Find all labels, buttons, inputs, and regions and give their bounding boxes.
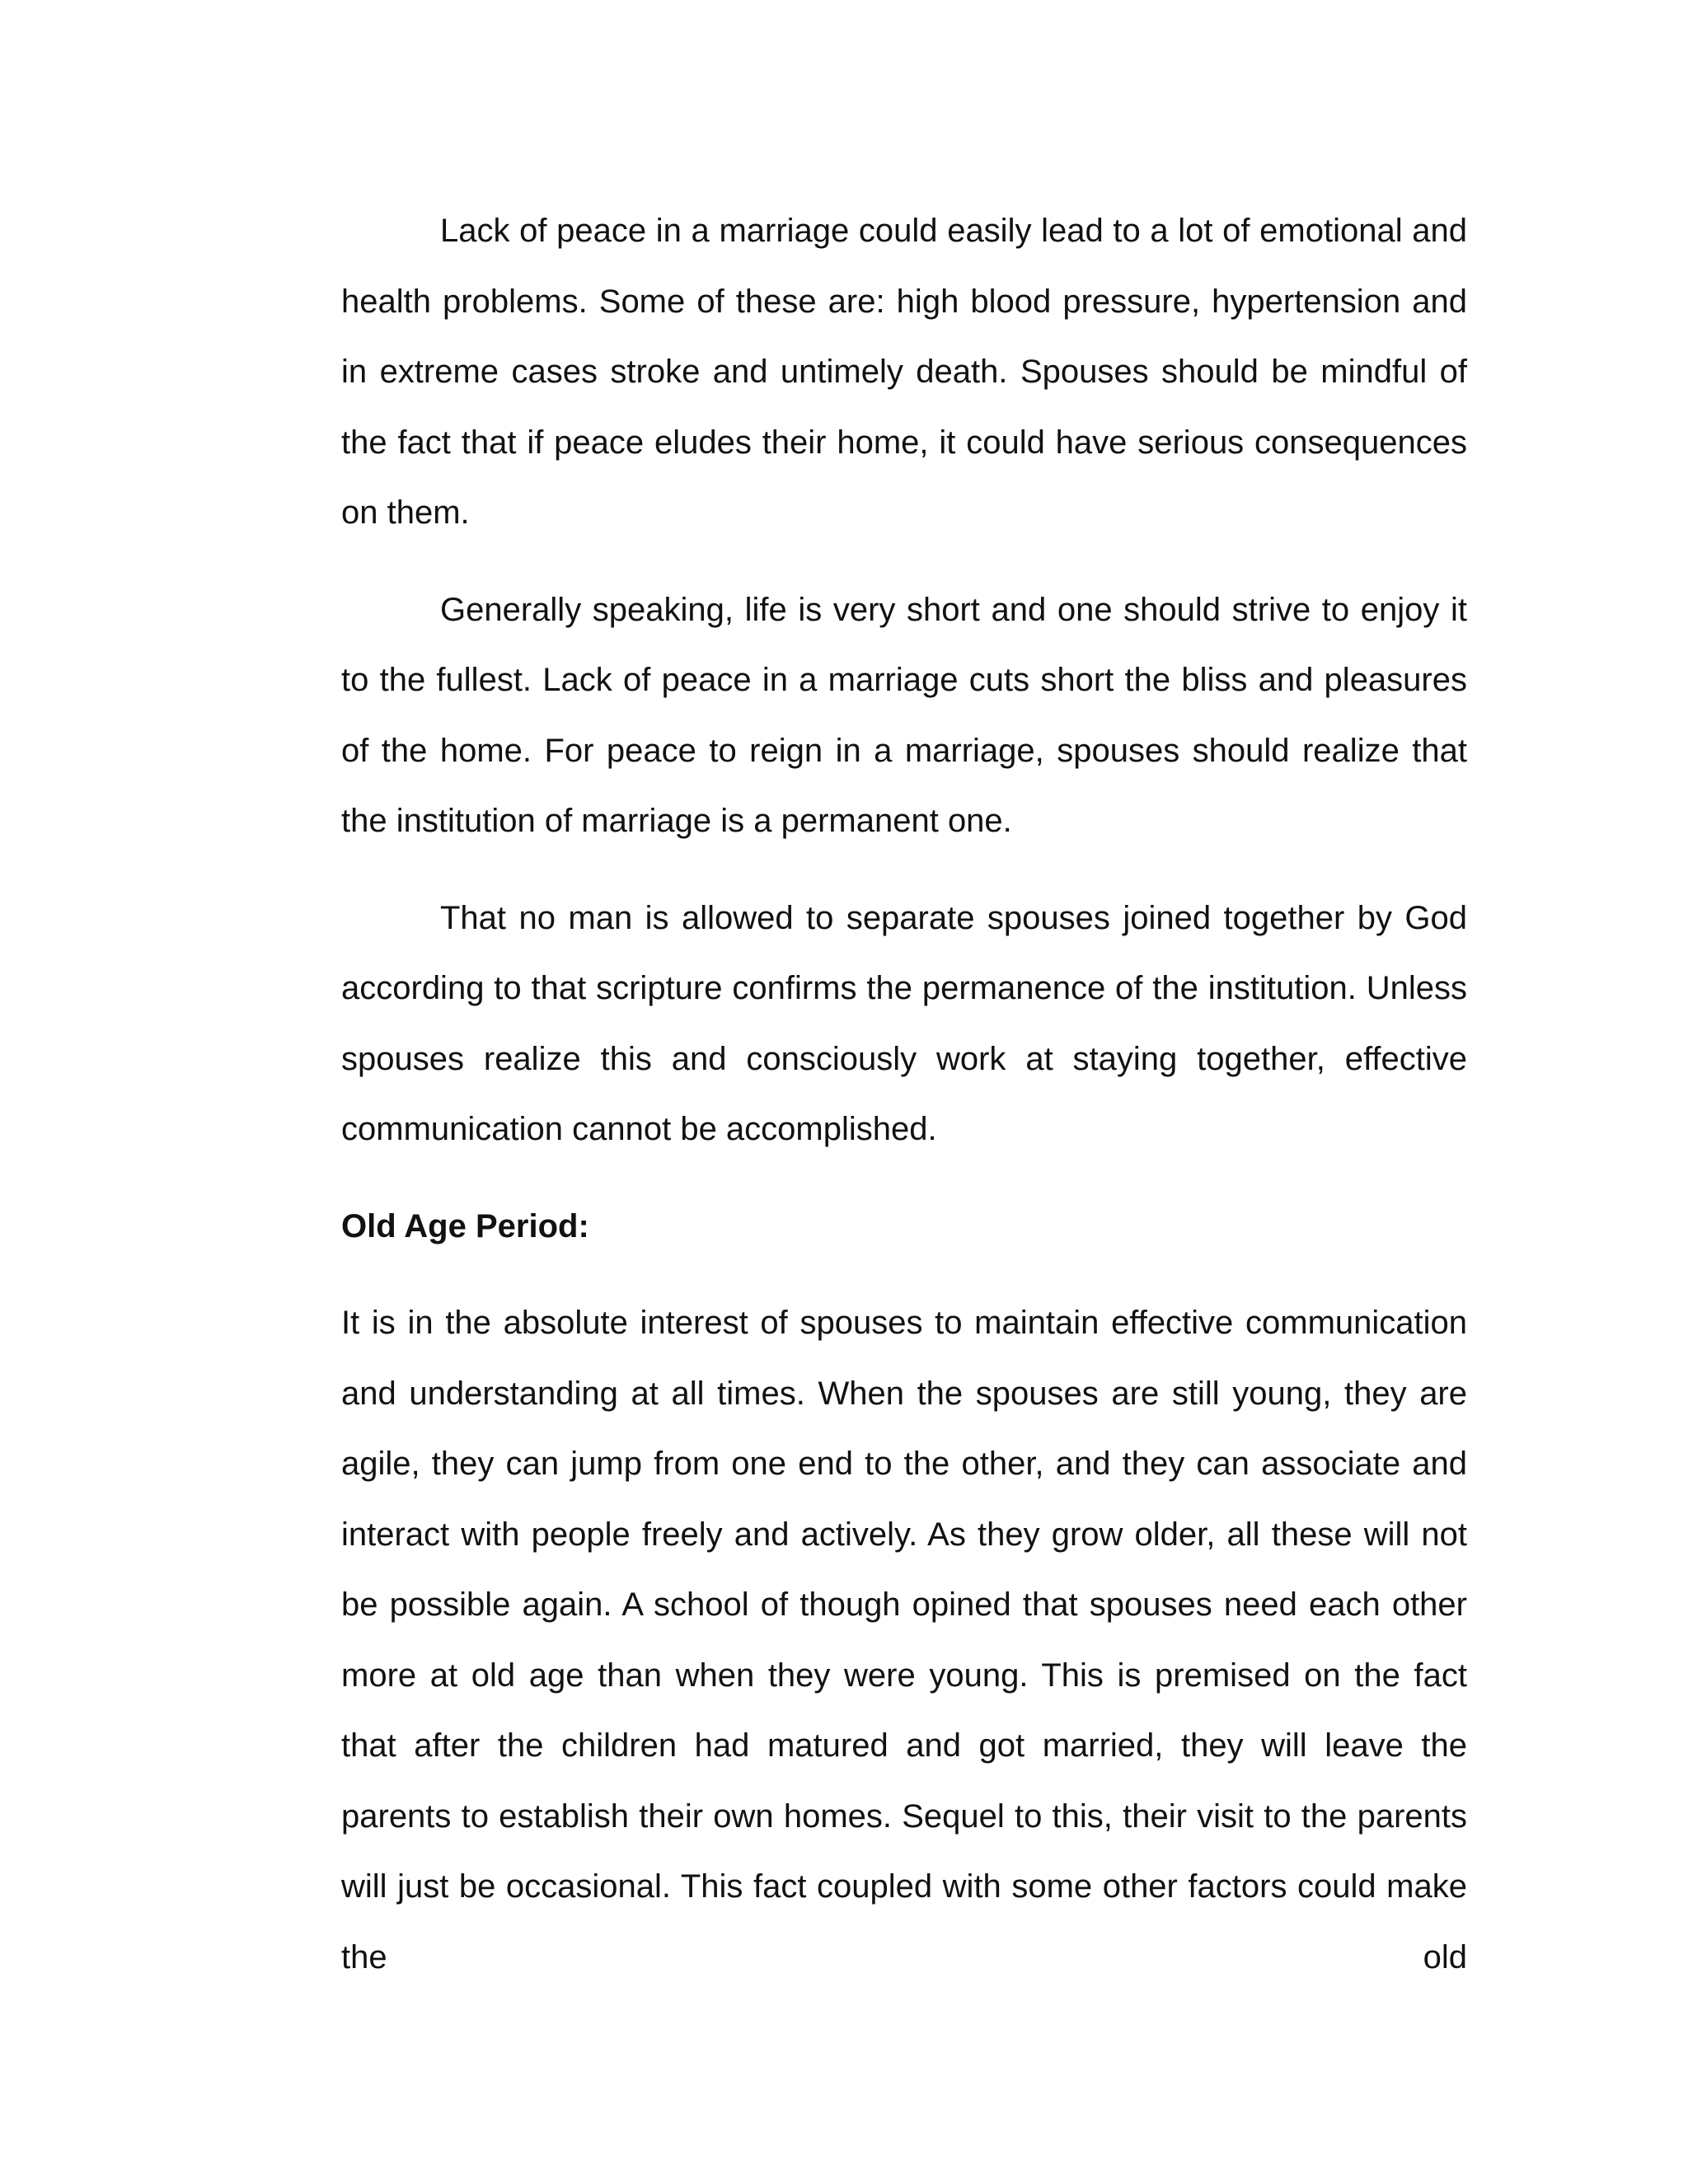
paragraph-life-short: Generally speaking, life is very short and one should strive to enjoy it to the fullest. Lack of peace in a marriage cuts short the bliss and pleasures of the home. For peace to reign in a marriage, spouses should realize that the institution of marriage is a permanent one. (341, 591, 1467, 839)
section-heading: Old Age Period: (341, 1207, 589, 1244)
paragraph-permanence: That no man is allowed to separate spouses joined together by God according to that scripture confirms the permanence of the institution. Unless spouses realize this and consciously work at staying together, effective communication cannot be accomplished. (341, 899, 1467, 1147)
paragraph-peace-health: Lack of peace in a marriage could easily lead to a lot of emotional and health problems. Some of these are: high blood pressure, hypertension and in extreme cases stroke and untimely death. Spouses should be mindful of the fact that if peace eludes their home, it could have serious consequences on them. (341, 213, 1467, 531)
document-body (341, 196, 1467, 2019)
paragraph-old-age: It is in the absolute interest of spouses to maintain effective communication and understanding at all times. When the spouses are still young, they are agile, they can jump from one end to the other, and they can associate and interact with people freely and actively. As they grow older, all these will not be possible again. A school of though opined that spouses need each other more at old age than when they were young. This is premised on the fact that after the children had matured and got married, they will leave the parents to establish their own homes. Sequel to this, their visit to the parents will just be occasional. This fact coupled with some other factors could make the old (341, 1305, 1467, 1975)
